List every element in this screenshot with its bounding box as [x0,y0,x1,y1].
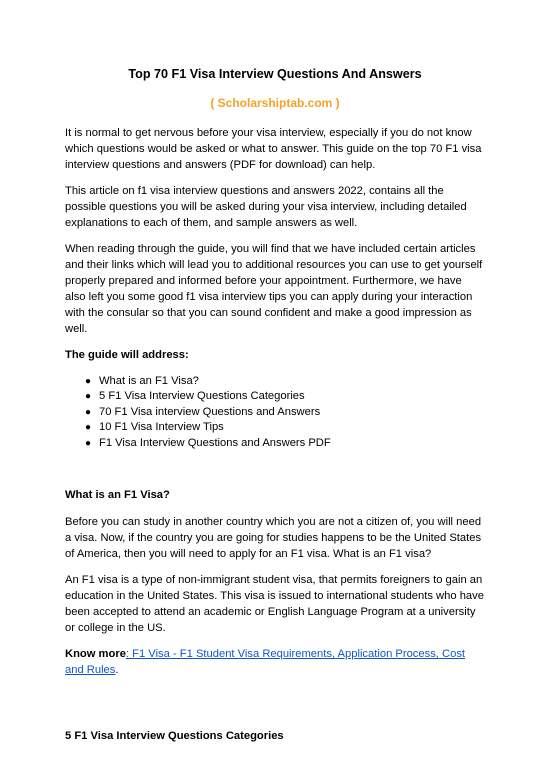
list-item [85,374,485,389]
bullet-icon: ● [85,406,92,418]
list-item-text: 70 F1 Visa interview Questions and Answers [99,405,321,418]
list-item-text: What is an F1 Visa? [99,375,199,387]
guide-heading: The guide will address: [65,349,189,361]
list-item [85,389,485,404]
list-item-text: 5 F1 Visa Interview Questions Categories [99,390,305,403]
know-more-link[interactable]: F1 Visa - F1 Student Visa Requirements, Application Process, Cost and Rules [65,648,466,677]
list-item [85,436,485,451]
guide-list [65,374,485,451]
bullet-icon: ● [85,391,92,403]
bullet-icon: ● [85,437,92,449]
bullet-icon: ● [85,422,92,434]
section1-paragraph-1: Before you can study in another country which you are not a citizen of, you will need a visa. Now, if the country you are going for studies happens to be the United States of America, then you will need to apply for an F1 visa. What is an F1 visa? [65,516,482,561]
intro-paragraph-1: It is normal to get nervous before your visa interview, especially if you do not know which questions would be asked or what to answer. This guide on the top 70 F1 visa interview questions and answers (PDF for download) can help. [65,127,482,171]
list-item-text: F1 Visa Interview Questions and Answers PDF [99,436,331,449]
intro-paragraph-2: This article on f1 visa interview questions and answers 2022, contains all the possible questions you will be asked during your visa interview, including detailed explanations to each of them, and sample answers as well. [65,185,467,229]
document-title: Top 70 F1 Visa Interview Questions And Answers [128,67,422,81]
list-item [85,405,485,420]
list-item-text: 10 F1 Visa Interview Tips [99,421,224,434]
intro-paragraph-3: When reading through the guide, you will find that we have included certain articles and their links which will lead you to additional resources you can use to get yourself properly prepared and informed before your appointment. Furthermore, we have also left you some good f1 visa interview tips you can apply during your interaction with the consular so that you can sound confident and make a good impression as well. [65,243,483,335]
know-more-label: Know more [65,648,126,661]
know-more-line [65,646,485,678]
section1-paragraph-2: An F1 visa is a type of non-immigrant student visa, that permits foreigners to gain an education in the United States. This visa is issued to international students who have been accepted to attend an academic or English Language Program at a university or college in the US. [65,574,484,635]
spacer [65,451,485,487]
list-item [85,420,485,435]
spacer [65,688,485,728]
section-heading-categories: 5 F1 Visa Interview Questions Categories [65,730,284,743]
know-more-colon[interactable]: : [125,648,130,661]
bullet-icon: ● [85,376,92,387]
source-label: ( Scholarshiptab.com ) [210,96,340,110]
section-heading-f1-visa: What is an F1 Visa? [65,489,170,502]
know-more-end: . [115,664,119,677]
document-body [65,66,485,755]
